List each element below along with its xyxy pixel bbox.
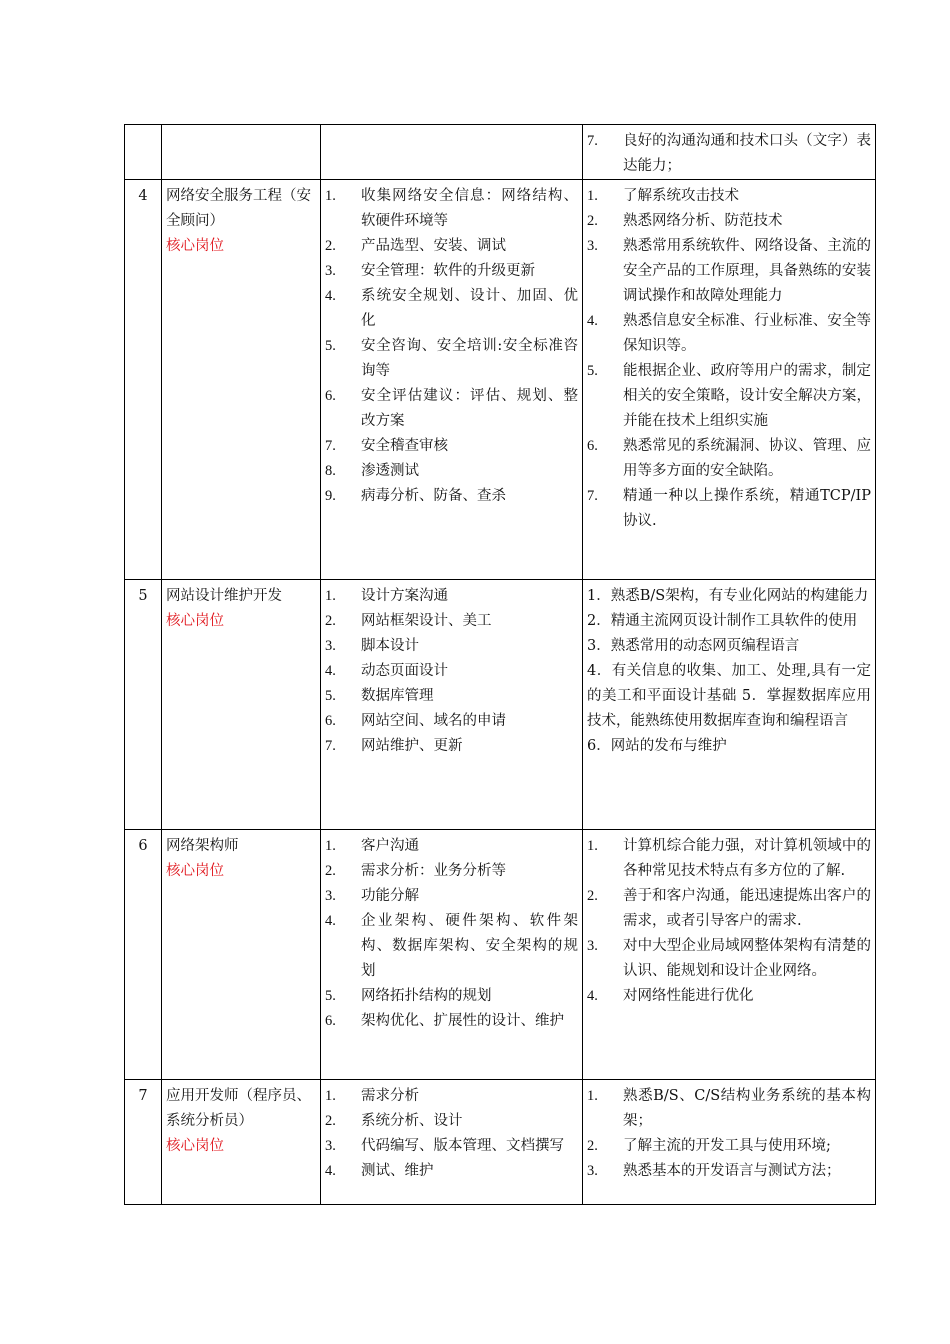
list-item: 3. 熟悉基本的开发语言与测试方法； <box>587 1163 841 1179</box>
list-item: 3. 熟悉常用系统软件、网络设备、主流的安全产品的工作原理，具备熟练的安装调试操作和故障处理能力 <box>587 238 871 304</box>
table-row <box>125 125 876 180</box>
list-item: 1. 计算机综合能力强，对计算机领域中的各种常见技术特点有多方位的了解. <box>587 838 871 879</box>
skills-list <box>587 834 871 1009</box>
list-item: 3. 代码编写、版本管理、文档撰写 <box>325 1138 564 1154</box>
core-position-label: 核心岗位 <box>166 613 224 629</box>
duties-cell <box>321 1080 583 1205</box>
list-item: 1. 了解系统攻击技术 <box>587 188 739 204</box>
list-item: 1. 设计方案沟通 <box>325 588 448 604</box>
list-item: 1. 需求分析 <box>325 1088 419 1104</box>
skills-list <box>587 129 871 179</box>
list-item: 4. 熟悉信息安全标准、行业标准、安全等保知识等。 <box>587 313 871 354</box>
list-item: 7. 精通一种以上操作系统，精通TCP/IP协议. <box>587 488 871 529</box>
table-row <box>125 580 876 830</box>
list-item: 6. 网站空间、域名的申请 <box>325 713 506 729</box>
list-item: 4. 对网络性能进行优化 <box>587 988 754 1004</box>
list-item: 7. 良好的沟通沟通和技术口头（文字）表达能力； <box>587 133 871 174</box>
table-row <box>125 830 876 1080</box>
row-number: 5 <box>125 580 162 830</box>
list-item: 1. 客户沟通 <box>325 838 419 854</box>
list-item: 7. 安全稽查审核 <box>325 438 448 454</box>
list-item: 2. 产品选型、安装、调试 <box>325 238 506 254</box>
list-item: 7. 网站维护、更新 <box>325 738 463 754</box>
list-item: 2. 需求分析：业务分析等 <box>325 863 506 879</box>
row-number: 6 <box>125 830 162 1080</box>
table-row <box>125 1080 876 1205</box>
skill-paragraph: 4．有关信息的收集、加工、处理,具有一定的美工和平面设计基础 5．掌握数据库应用技术，能熟练使用数据库查询和编程语言 <box>587 663 871 729</box>
skills-cell <box>583 180 876 580</box>
role-cell <box>162 125 321 180</box>
role-title: 网络安全服务工程（安全顾问） <box>166 188 311 229</box>
skills-cell <box>583 125 876 180</box>
list-item: 2. 了解主流的开发工具与使用环境; <box>587 1138 831 1154</box>
list-item: 4. 动态页面设计 <box>325 663 448 679</box>
list-item: 2. 网站框架设计、美工 <box>325 613 492 629</box>
table-row <box>125 180 876 580</box>
list-item: 2. 熟悉网络分析、防范技术 <box>587 213 783 229</box>
duties-list <box>325 1084 578 1184</box>
role-title: 网络架构师 <box>166 838 239 854</box>
duties-list <box>325 834 578 1034</box>
role-cell <box>162 1080 321 1205</box>
list-item: 5. 数据库管理 <box>325 688 434 704</box>
list-item: 3. 功能分解 <box>325 888 419 904</box>
core-position-label: 核心岗位 <box>166 863 224 879</box>
row-number: 4 <box>125 180 162 580</box>
list-item: 6. 安全评估建议：评估、规划、整改方案 <box>325 388 578 429</box>
duties-cell <box>321 125 583 180</box>
list-item: 3. 脚本设计 <box>325 638 419 654</box>
skill-paragraph: 1．熟悉B/S架构，有专业化网站的构建能力 <box>587 588 869 604</box>
skills-list <box>587 1084 871 1184</box>
list-item: 6. 架构优化、扩展性的设计、维护 <box>325 1013 564 1029</box>
skill-paragraph: 6．网站的发布与维护 <box>587 738 727 754</box>
skills-cell <box>583 1080 876 1205</box>
role-cell <box>162 580 321 830</box>
list-item: 1. 收集网络安全信息：网络结构、软硬件环境等 <box>325 188 578 229</box>
duties-list <box>325 184 578 509</box>
skill-paragraph: 3．熟悉常用的动态网页编程语言 <box>587 638 800 654</box>
list-item: 2. 善于和客户沟通，能迅速提炼出客户的需求，或者引导客户的需求. <box>587 888 871 929</box>
row-number <box>125 125 162 180</box>
list-item: 5. 网络拓扑结构的规划 <box>325 988 492 1004</box>
core-position-label: 核心岗位 <box>166 1138 224 1154</box>
skill-paragraph: 2．精通主流网页设计制作工具软件的使用 <box>587 613 858 629</box>
list-item: 9. 病毒分析、防备、查杀 <box>325 488 506 504</box>
duties-list <box>325 584 578 759</box>
list-item: 1. 熟悉B/S、C/S结构业务系统的基本构架； <box>587 1088 871 1129</box>
list-item: 3. 安全管理：软件的升级更新 <box>325 263 535 279</box>
job-requirements-table <box>124 124 876 1205</box>
list-item: 3. 对中大型企业局域网整体架构有清楚的认识、能规划和设计企业网络。 <box>587 938 871 979</box>
list-item: 4. 企业架构、硬件架构、软件架构、数据库架构、安全架构的规划 <box>325 913 578 979</box>
role-cell <box>162 180 321 580</box>
duties-cell <box>321 180 583 580</box>
row-number: 7 <box>125 1080 162 1205</box>
list-item: 4. 系统安全规划、设计、加固、优化 <box>325 288 578 329</box>
skills-cell <box>583 830 876 1080</box>
duties-cell <box>321 580 583 830</box>
role-cell <box>162 830 321 1080</box>
duties-cell <box>321 830 583 1080</box>
list-item: 6. 熟悉常见的系统漏洞、协议、管理、应用等多方面的安全缺陷。 <box>587 438 871 479</box>
role-title: 应用开发师（程序员、系统分析员） <box>166 1088 311 1129</box>
list-item: 5. 安全咨询、安全培训:安全标准咨询等 <box>325 338 578 379</box>
skills-cell <box>583 580 876 830</box>
role-title: 网站设计维护开发 <box>166 588 282 604</box>
list-item: 5. 能根据企业、政府等用户的需求，制定相关的安全策略，设计安全解决方案，并能在技术上组织实施 <box>587 363 871 429</box>
list-item: 4. 测试、维护 <box>325 1163 434 1179</box>
list-item: 8. 渗透测试 <box>325 463 419 479</box>
list-item: 2. 系统分析、设计 <box>325 1113 463 1129</box>
core-position-label: 核心岗位 <box>166 238 224 254</box>
skills-list <box>587 184 871 534</box>
